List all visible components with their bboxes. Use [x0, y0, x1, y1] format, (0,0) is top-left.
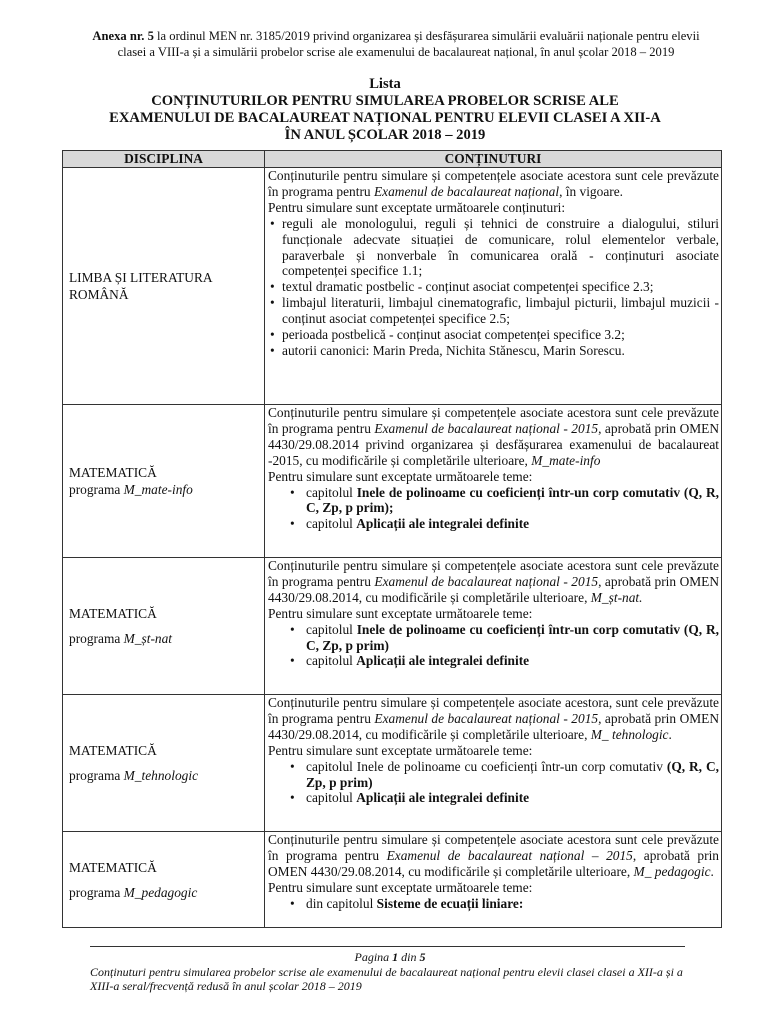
program-name: M_mate-info [531, 452, 601, 468]
discipline-cell [63, 832, 265, 928]
table-row [63, 168, 722, 405]
discipline-name: MATEMATICĂ [69, 859, 157, 875]
table-row [63, 405, 722, 558]
content-paragraph [268, 558, 719, 606]
discipline-cell [63, 558, 265, 695]
chapter-name: Aplicații ale integralei definite [356, 790, 530, 806]
text: capitolul [306, 484, 357, 500]
annex-label: Anexa nr. 5 [92, 29, 154, 43]
program-ref: Examenul de bacalaureat național - 2015 [374, 710, 599, 726]
program-name: M_ pedagogic [633, 863, 711, 879]
discipline-cell [63, 405, 265, 558]
page-footer [90, 950, 690, 994]
list-item: • limbajul literaturii, limbajul cinematografic, limbajul picturii, limbajul muzicii - conținut asociat competenței specifice 2.5; [268, 295, 719, 327]
program-ref: Examenul de bacalaureat național – 2015 [386, 847, 633, 863]
list-item: • perioada postbelică - conținut asociat competenței specifice 3.2; [268, 327, 719, 343]
title-line-4: ÎN ANUL ȘCOLAR 2018 – 2019 [284, 127, 486, 143]
content-paragraph: Pentru simulare sunt exceptate următoarele conținuturi: [268, 199, 566, 215]
content-paragraph [268, 168, 719, 200]
page-total: 5 [419, 950, 426, 964]
text: programa [69, 884, 124, 900]
content-paragraph: Pentru simulare sunt exceptate următoarele teme: [268, 605, 533, 621]
list-item: • autorii canonici: Marin Preda, Nichita Stănescu, Marin Sorescu. [268, 343, 719, 359]
text: (Q, R, C, Zp, p prim) [306, 758, 719, 790]
program-name: M_tehnologic [123, 768, 199, 783]
content-paragraph: Pentru simulare sunt exceptate următoarele teme: [268, 742, 533, 758]
chapter-name: Sisteme de ecuații liniare: [376, 895, 524, 911]
text: capitolul [306, 653, 357, 669]
list-item: • textul dramatic postbelic - conținut asociat competenței specifice 2.3; [268, 279, 719, 295]
text: capitolul [306, 516, 357, 532]
program-name: M_șt-nat. [590, 589, 643, 605]
program-name: M_șt-nat [123, 631, 173, 646]
program-ref: Examenul de bacalaureat național [373, 183, 560, 199]
exception-list [268, 485, 719, 533]
discipline-name: MATEMATICĂ [69, 743, 157, 758]
chapter-name: Inele de polinoame cu coeficienți într-un corp comutativ [356, 484, 681, 500]
content-paragraph [268, 405, 719, 469]
exception-list [268, 759, 719, 807]
text: Conținuturile pentru simulare și competențele asociate acestora sunt cele prevăzute în programa pentru [268, 558, 719, 589]
discipline-name: MATEMATICĂ [69, 606, 157, 621]
title-line-1: Lista [369, 76, 401, 92]
text: Conținuturile pentru simulare și competențele asociate acestora, sunt cele prevăzute în programa pentru [268, 695, 719, 726]
program-name: M_pedagogic [123, 884, 198, 900]
content-cell [265, 695, 722, 832]
text: din [398, 950, 420, 964]
content-paragraph: Conținuturile pentru simulare și competențele asociate acestora sunt cele prevăzute în programa pentru Examenul de bacalaureat național – 2015, aprobată prin OMEN 4430/29.08.2014, cu modificările și completările ulterioare, M_ pedagogic. [268, 832, 719, 879]
content-cell [265, 558, 722, 695]
content-paragraph: Pentru simulare sunt exceptate următoarele teme: [268, 879, 533, 895]
program-ref: Examenul de bacalaureat național - 2015 [374, 573, 599, 589]
text: , aprobată prin OMEN 4430/29.08.2014, cu modificările și completările ulterioare, [268, 573, 719, 605]
chapter-name: Aplicații ale integralei definite [356, 516, 530, 532]
page-number [90, 950, 690, 965]
text: programa [69, 482, 124, 497]
program-name: M_mate-info [123, 482, 193, 497]
text: capitolul [306, 790, 357, 806]
list-item [268, 790, 719, 806]
content-cell [265, 168, 722, 405]
program-name: M_ tehnologic [590, 726, 669, 742]
text: programa [69, 631, 124, 646]
text: , în vigoare. [559, 183, 624, 199]
content-table [62, 150, 722, 928]
title-line-2: CONȚINUTURILOR PENTRU SIMULAREA PROBELOR SCRISE ALE [151, 93, 619, 109]
list-item [268, 485, 719, 517]
program-label [69, 884, 262, 901]
header-disciplina: DISCIPLINA [63, 151, 265, 168]
annex-text: la ordinul MEN nr. 3185/2019 privind organizarea și desfășurarea simulării evaluării naționale pentru elevii clasei a VIII-a și a simulării probelor scrise ale examenului de bacalaureat național, în anul școlar 2018 – 2019 [117, 29, 700, 59]
text: , aprobată prin OMEN 4430/29.08.2014, cu modificările și completările ulterioare, [268, 847, 719, 879]
text: , aprobată prin OMEN 4430/29.08.2014 privind organizarea și desfășurarea examenului de bacalaureat -2015, cu modificările și completările ulterioare, [268, 420, 719, 468]
footer-text: Conținuturi pentru simularea probelor scrise ale examenului de bacalaureat național pentru elevii clasei clasei a XII-a și a XIII-a seral/frecvență redusă în anul școlar 2018 – 2019 [90, 964, 683, 993]
content-paragraph: Conținuturile pentru simulare și competențele asociate acestora, sunt cele prevăzute în programa pentru Examenul de bacalaureat național - 2015, aprobată prin OMEN 4430/29.08.2014, cu modificările și completările ulterioare, M_ tehnologic. [268, 695, 719, 742]
discipline-cell [63, 695, 265, 832]
list-item [268, 622, 719, 654]
table-row [63, 695, 722, 832]
text: din capitolul [306, 895, 377, 911]
page-current: 1 [392, 950, 399, 964]
document-title [60, 76, 710, 144]
text: (Q, R, C, Zp, p prim) [306, 621, 719, 653]
table-row [63, 558, 722, 695]
content-cell [265, 405, 722, 558]
exception-list [268, 216, 719, 359]
program-label [69, 630, 262, 647]
content-paragraph: Pentru simulare sunt exceptate următoarele teme: [268, 468, 533, 484]
text: Conținuturile pentru simulare și competențele asociate acestora sunt cele prevăzute în programa pentru [268, 832, 719, 863]
list-item [268, 516, 719, 532]
text: Conținuturile pentru simulare și competențele asociate acestora sunt cele prevăzute în programa pentru [268, 405, 719, 436]
table-row [63, 832, 722, 928]
list-item [268, 896, 719, 912]
annex-header [90, 28, 702, 60]
chapter-name: Aplicații ale integralei definite [356, 653, 530, 669]
footer-divider [90, 946, 685, 947]
program-label [69, 767, 262, 784]
list-item: • reguli ale monologului, reguli și tehnici de construire a dialogului, stiluri funcționale adecvate situației de comunicare, rolul elementelor verbale, paraverbale și nonverbale în comunicarea orală - conținuturi asociate competenței specifice 1.1; [268, 216, 719, 280]
header-continuturi: CONȚINUTURI [265, 151, 722, 168]
discipline-name: MATEMATICĂ [69, 465, 157, 480]
list-item [268, 653, 719, 669]
exception-list [268, 896, 719, 912]
exception-list [268, 622, 719, 670]
text: capitolul Inele de polinoame cu coeficienți într-un corp comutativ [306, 758, 663, 774]
text: capitolul [306, 621, 357, 637]
text: Conținuturile pentru simulare și competențele asociate acestora sunt cele prevăzute în programa pentru [268, 168, 719, 199]
text: Pagina [354, 950, 393, 964]
text: programa [69, 768, 124, 783]
text: (Q, R, C, Zp, p prim); [306, 484, 719, 516]
text: , aprobată prin OMEN 4430/29.08.2014, cu modificările și completările ulterioare, [268, 710, 719, 742]
chapter-name: Inele de polinoame cu coeficienți într-un corp comutativ [356, 621, 681, 637]
program-ref: Examenul de bacalaureat național - 2015 [374, 420, 599, 436]
program-label [69, 481, 262, 498]
list-item [268, 759, 719, 791]
title-line-3: EXAMENULUI DE BACALAUREAT NAȚIONAL PENTRU ELEVII CLASEI A XII-A [109, 110, 661, 126]
content-cell [265, 832, 722, 928]
discipline-cell: LIMBA ȘI LITERATURA ROMÂNĂ [63, 168, 265, 405]
table-header-row [63, 151, 722, 168]
